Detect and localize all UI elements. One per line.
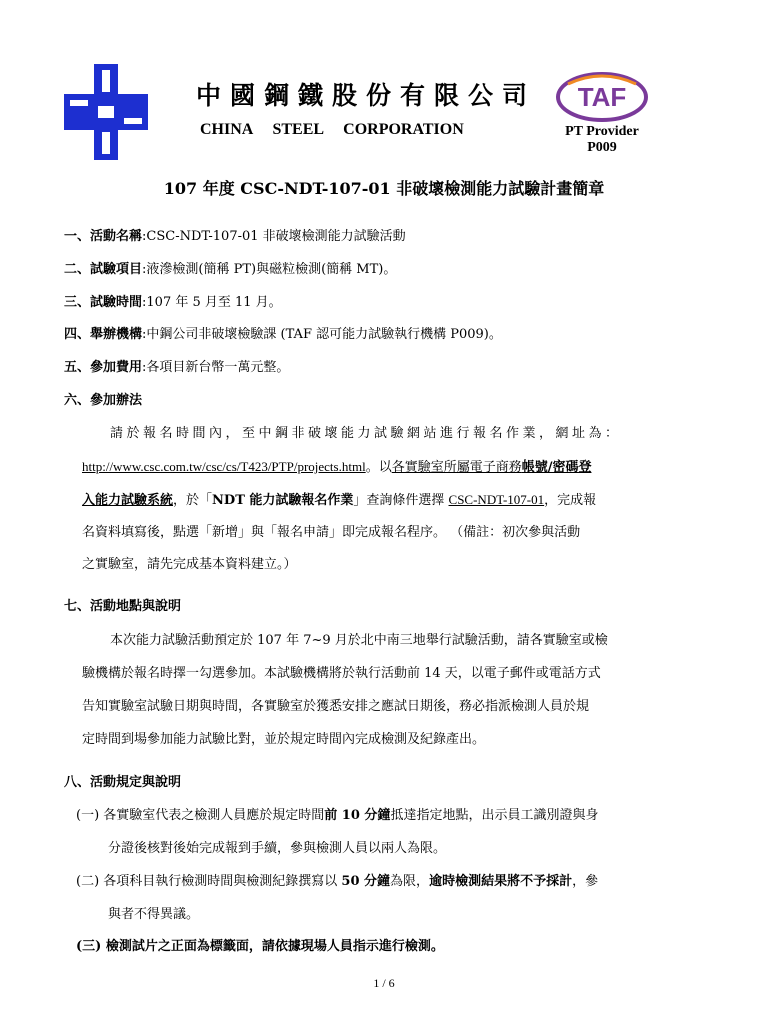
item-label: 三、試驗時間 [64,295,143,310]
item-text: :液滲檢測(簡稱 PT)與磁粒檢測(簡稱 MT)。 [142,262,397,277]
item-fee [64,359,289,377]
registration-paragraph-line1: 請於報名時間內，至中鋼非破壞能力試驗網站進行報名作業，網址為： [110,426,622,441]
taf-logo [554,70,650,124]
item-registration-heading [64,392,142,410]
item-text: :107 年 5 月至 11 月。 [142,295,282,310]
document-title: 107 年度 CSC-NDT-107-01 非破壞檢測能力試驗計畫簡章 [163,179,605,198]
rule-1-line1: (一) 各實驗室代表之檢測人員應於規定時間前 10 分鐘抵達指定地點，出示員工識別證與身 [76,808,599,823]
item-test-period [64,294,282,312]
item-text: :各項目新台幣一萬元整。 [142,360,290,375]
taf-logo-text: TAF [577,82,627,112]
item-label: 五、參加費用 [64,360,143,375]
pt-provider-line1: PT Provider [565,124,639,139]
pt-provider-code: P009 [587,140,617,155]
location-paragraph-line1: 本次能力試驗活動預定於 107 年 7~9 月於北中南三地舉行試驗活動，請各實驗室或檢 [110,633,608,648]
registration-paragraph-line3: 入能力試驗系統，於「NDT 能力試驗報名作業」查詢條件選擇 CSC-NDT-107-01，完成報 [82,492,597,508]
item-label: 二、試驗項目 [64,262,143,277]
section-location-heading: 七、活動地點與說明 [64,599,182,614]
rule-3: (三) 檢測試片之正面為標籤面，請依據現場人員指示進行檢測。 [76,939,444,954]
page-number: 1 / 6 [373,976,395,990]
location-paragraph-line2: 驗機構於報名時擇一勾選參加。本試驗機構將於執行活動前 14 天，以電子郵件或電話方式 [82,666,601,681]
item-text: :中鋼公司非破壞檢驗課 (TAF 認可能力試驗執行機構 P009)。 [142,327,502,342]
pt-provider-label [553,124,651,156]
item-activity-name [64,228,406,246]
registration-paragraph-line4: 名資料填寫後，點選「新增」與「報名申請」即完成報名程序。 （備註：初次參與活動 [82,525,581,540]
rule-2-line1: (二) 各項科目執行檢測時間與檢測紀錄撰寫以 50 分鐘為限，逾時檢測結果將不予採計，參 [76,874,599,889]
registration-paragraph-line2: http://www.csc.com.tw/csc/cs/T423/PTP/projects.html。以各實驗室所屬電子商務帳號/密碼登 [82,459,592,475]
china-steel-logo [64,64,148,160]
registration-paragraph-line5: 之實驗室，請先完成基本資料建立。） [82,557,297,572]
registration-url-link[interactable]: http://www.csc.com.tw/csc/cs/T423/PTP/projects.html [82,459,366,474]
location-paragraph-line4: 定時間到場參加能力試驗比對，並於規定時間內完成檢測及紀錄產出。 [82,732,486,747]
item-label: 六、參加辦法 [64,393,143,408]
item-label: 一、活動名稱 [64,229,143,244]
location-paragraph-line3: 告知實驗室試驗日期與時間，各實驗室於獲悉安排之應試日期後，務必指派檢測人員於規 [82,699,590,714]
section-rules-heading: 八、活動規定與說明 [64,775,182,790]
item-text: :CSC-NDT-107-01 非破壞檢測能力試驗活動 [142,229,406,244]
rule-1-line2: 分證後核對後始完成報到手續，參與檢測人員以兩人為限。 [108,841,447,856]
item-test-items [64,261,396,279]
company-name-english: CHINA STEEL CORPORATION [200,121,464,138]
item-label: 四、舉辦機構 [64,327,143,342]
company-name-chinese: 中國鋼鐵股份有限公司 [196,81,537,110]
event-code: CSC-NDT-107-01 [448,492,545,507]
rule-2-line2: 與者不得異議。 [108,907,200,922]
item-organizer [64,326,502,344]
